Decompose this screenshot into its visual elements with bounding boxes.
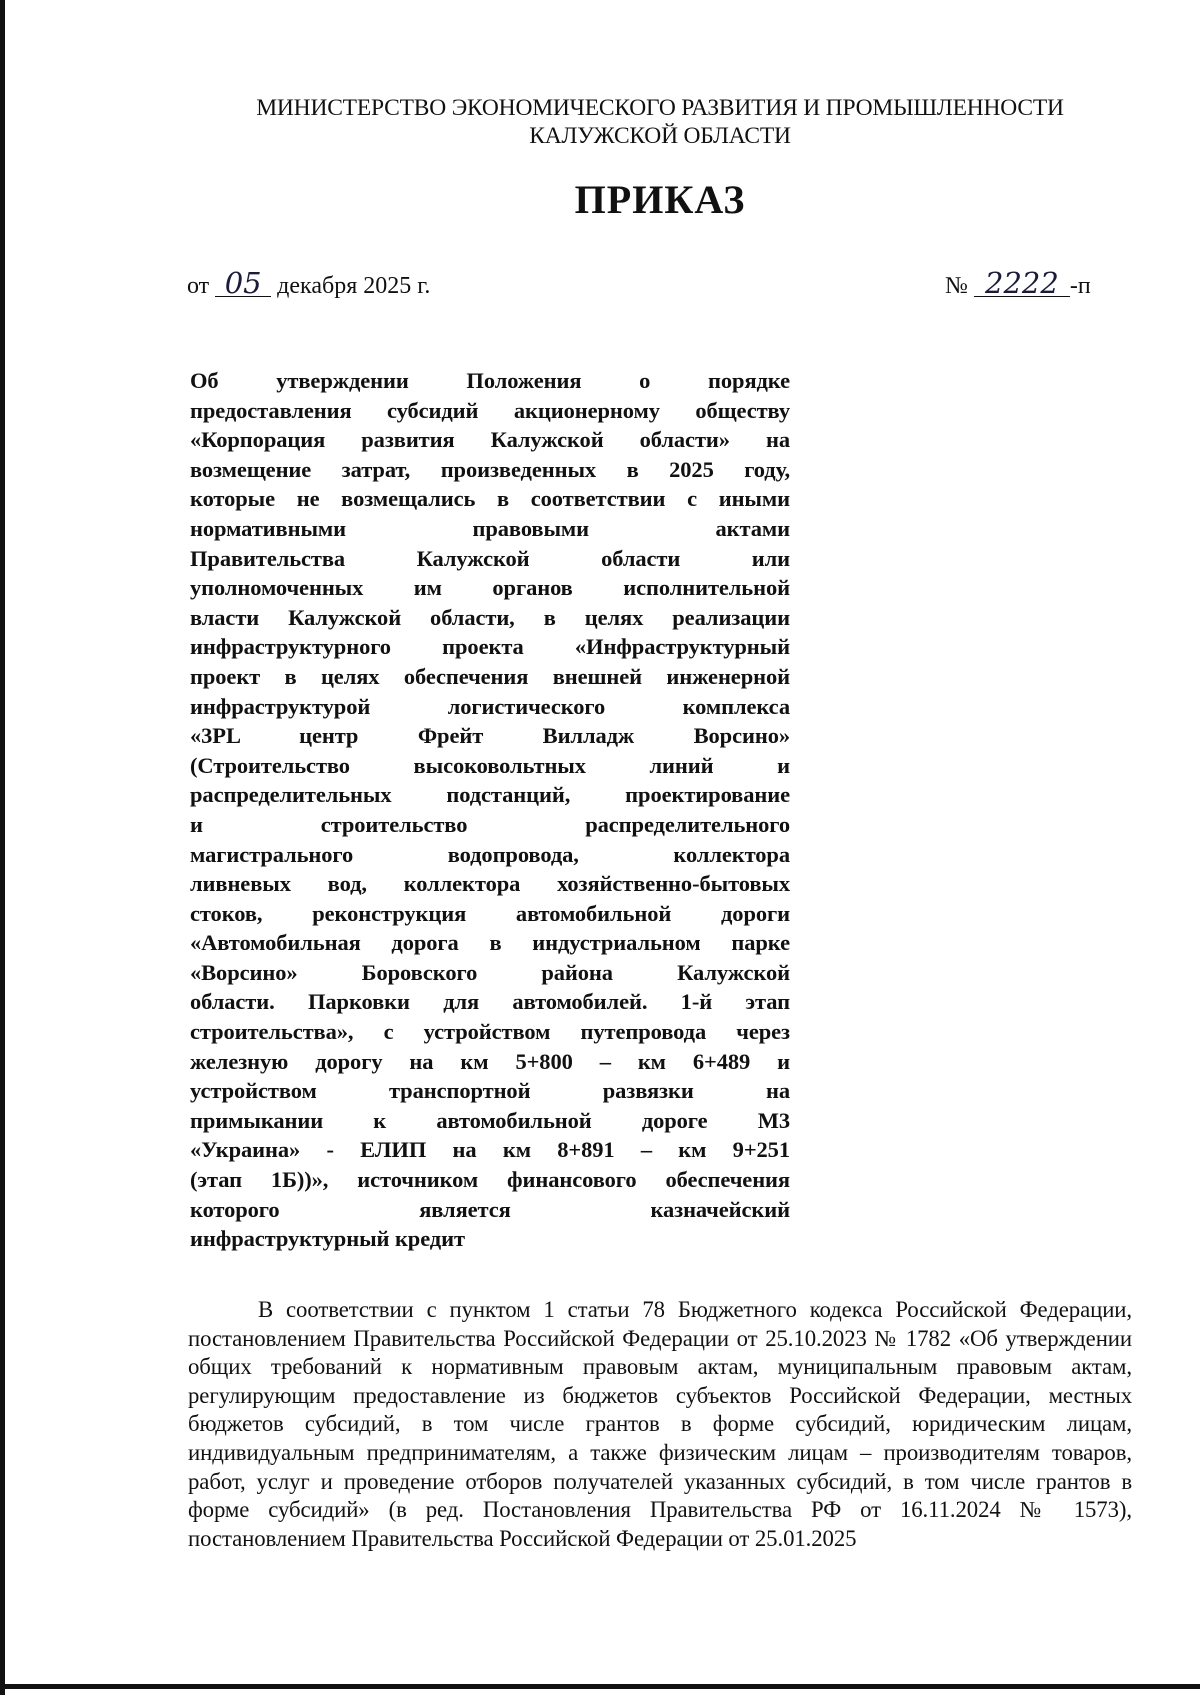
- scan-bottom-edge: [0, 1684, 1200, 1689]
- title-line: которого является казначейский: [190, 1196, 790, 1222]
- title-line: и строительство распределительного: [190, 811, 790, 837]
- title-line: строительства», с устройством путепровода через: [190, 1019, 790, 1045]
- title-line: «Ворсино» Боровского района Калужской: [190, 959, 790, 985]
- order-date: [187, 266, 431, 300]
- title-line: власти Калужской области, в целях реализации: [190, 604, 790, 630]
- title-line: инфраструктурный кредит: [190, 1226, 465, 1252]
- title-line: нормативными правовыми актами: [190, 515, 790, 541]
- title-line: «Корпорация развития Калужской области» на: [190, 427, 790, 453]
- title-line: «Украина» - ЕЛИП на км 8+891 – км 9+251: [190, 1137, 790, 1163]
- ministry-line-1: МИНИСТЕРСТВО ЭКОНОМИЧЕСКОГО РАЗВИТИЯ И ПРОМЫШЛЕННОСТИ: [256, 95, 1064, 121]
- title-line: возмещение затрат, произведенных в 2025 году,: [190, 456, 790, 482]
- date-prefix: от: [187, 273, 210, 299]
- ministry-line-2: КАЛУЖСКОЙ ОБЛАСТИ: [529, 123, 791, 149]
- title-line: распределительных подстанций, проектирование: [190, 782, 790, 808]
- title-line: Об утверждении Положения о порядке: [190, 368, 790, 393]
- date-rest: декабря 2025 г.: [277, 273, 431, 299]
- title-line: Правительства Калужской области или: [190, 545, 790, 571]
- body-paragraph: В соответствии с пунктом 1 статьи 78 Бюджетного кодекса Российской Федерации, постановлением Правительства Российской Федерации от 25.10.2023 № 1782 «Об утверждении общих требований к нормативным правовым актам, муниципальным правовым актам, регулирующим предоставление из бюджетов субъектов Российской Федерации, местных бюджетов субсидий, в том числе грантов в форме субсидий, юридическим лицам, индивидуальным предпринимателям, а также физическим лицам – производителям товаров, работ, услуг и проведение отборов получателей указанных субсидий, в том числе грантов в форме субсидий» (в ред. Постановления Правительства РФ от 16.11.2024 № 1573), постановлением Правительства Российской Федерации от 25.01.2025: [188, 1297, 1132, 1551]
- order-number: [945, 266, 1091, 300]
- order-title: [190, 366, 790, 1254]
- title-line: инфраструктурой логистического комплекса: [190, 693, 790, 719]
- document-type-title: ПРИКАЗ: [574, 177, 746, 222]
- number-handwritten: 2222: [974, 270, 1070, 297]
- ministry-header: [150, 94, 1170, 150]
- title-line: устройством транспортной развязки на: [190, 1078, 790, 1104]
- number-prefix: №: [945, 273, 968, 299]
- title-line: предоставления субсидий акционерному обществу: [190, 397, 790, 423]
- title-line: «Автомобильная дорога в индустриальном парке: [190, 930, 790, 956]
- number-suffix: -п: [1069, 273, 1091, 299]
- scan-left-edge: [0, 0, 5, 1695]
- title-line: «3PL центр Фрейт Вилладж Ворсино»: [190, 723, 790, 749]
- title-line: ливневых вод, коллектора хозяйственно-бытовых: [190, 871, 790, 897]
- title-line: примыкании к автомобильной дороге М3: [190, 1107, 790, 1133]
- title-line: инфраструктурного проекта «Инфраструктурный: [190, 634, 790, 660]
- title-line: которые не возмещались в соответствии с иными: [190, 486, 790, 512]
- title-line: области. Парковки для автомобилей. 1-й этап: [190, 989, 790, 1015]
- title-line: (Строительство высоковольтных линий и: [190, 752, 790, 778]
- date-day-handwritten: 05: [215, 270, 271, 297]
- title-line: стоков, реконструкция автомобильной дороги: [190, 900, 790, 926]
- title-line: проект в целях обеспечения внешней инженерной: [190, 663, 790, 689]
- title-line: (этап 1Б))», источником финансового обеспечения: [190, 1167, 790, 1193]
- title-line: магистрального водопровода, коллектора: [190, 841, 790, 867]
- title-line: железную дорогу на км 5+800 – км 6+489 и: [190, 1048, 790, 1074]
- title-line: уполномоченных им органов исполнительной: [190, 575, 790, 601]
